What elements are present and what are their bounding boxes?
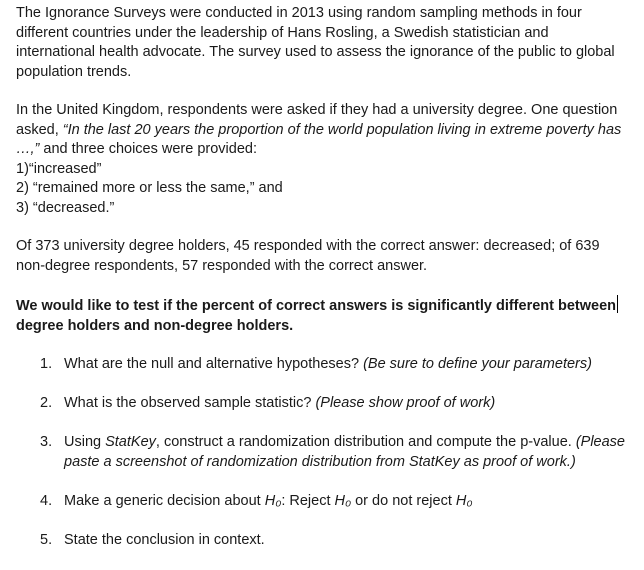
question-text: State the conclusion in context.	[64, 531, 265, 548]
question-number: 4.	[40, 492, 53, 509]
null-hypothesis-symbol: H₀	[334, 492, 352, 509]
question-text: What are the null and alternative hypotheses?	[64, 356, 364, 372]
question-text: What is the observed sample statistic?	[64, 395, 316, 411]
question-number: 2.	[40, 395, 53, 411]
choice-item: 3) “decreased.”	[16, 199, 115, 216]
question-item	[16, 394, 640, 414]
choice-item: 2) “remained more or less the same,” and	[16, 180, 283, 196]
text-cursor	[617, 295, 618, 313]
intro-paragraph	[16, 4, 640, 82]
uk-line-rest: and three choices were provided:	[39, 141, 257, 157]
question-list	[16, 355, 640, 550]
question-item	[16, 531, 640, 551]
null-hypothesis-symbol: H₀	[264, 492, 282, 509]
goal-line: degree holders and non-degree holders.	[16, 317, 294, 334]
goal-line-text: We would like to test if the percent of correct answers is significantly different between	[16, 298, 617, 314]
question-text: or do not reject	[351, 492, 456, 509]
results-paragraph	[16, 237, 640, 276]
question-text: , construct a randomization distribution and compute the p-value.	[155, 434, 576, 450]
survey-question-quote-end: …,”	[16, 141, 40, 157]
survey-question-quote: “In the last 20 years the proportion of the world population living in extreme poverty has	[62, 121, 622, 138]
document-body	[16, 4, 640, 570]
question-item	[16, 492, 640, 512]
question-text: Make a generic decision about	[64, 492, 265, 509]
choice-item: 1)“increased”	[16, 160, 102, 177]
question-number: 1.	[40, 356, 53, 372]
intro-line: different countries under the leadership of Hans Rosling, a Swedish statistician and	[16, 24, 549, 41]
question-note: paste a screenshot of randomization distribution from StatKey as proof of work.)	[64, 453, 576, 470]
uk-line-prefix: asked,	[16, 121, 63, 138]
question-text: : Reject	[281, 492, 335, 509]
intro-line: The Ignorance Surveys were conducted in 2013 using random sampling methods in four	[16, 5, 582, 21]
null-hypothesis-symbol: H₀	[455, 492, 473, 509]
uk-question-line	[16, 121, 640, 141]
question-text: Using	[64, 434, 106, 450]
goal-paragraph	[16, 295, 640, 336]
uk-question-line-end	[16, 140, 640, 160]
question-number: 3.	[40, 434, 53, 450]
results-line: Of 373 university degree holders, 45 responded with the correct answer: decreased; of 639	[16, 238, 600, 254]
question-note: (Please	[575, 434, 625, 450]
question-item	[16, 355, 640, 375]
results-line: non-degree respondents, 57 responded with the correct answer.	[16, 257, 428, 274]
uk-paragraph	[16, 101, 640, 218]
uk-line: In the United Kingdom, respondents were asked if they had a university degree. One question	[16, 102, 618, 118]
intro-line: population trends.	[16, 63, 132, 80]
question-number: 5.	[40, 531, 53, 548]
question-note: (Please show proof of work)	[315, 395, 496, 411]
goal-line	[16, 295, 640, 317]
statkey-label: StatKey	[105, 434, 156, 450]
intro-line: international health advocate. The survey used to assess the ignorance of the public to global	[16, 44, 615, 60]
question-note: (Be sure to define your parameters)	[363, 356, 592, 372]
question-item	[16, 433, 640, 472]
